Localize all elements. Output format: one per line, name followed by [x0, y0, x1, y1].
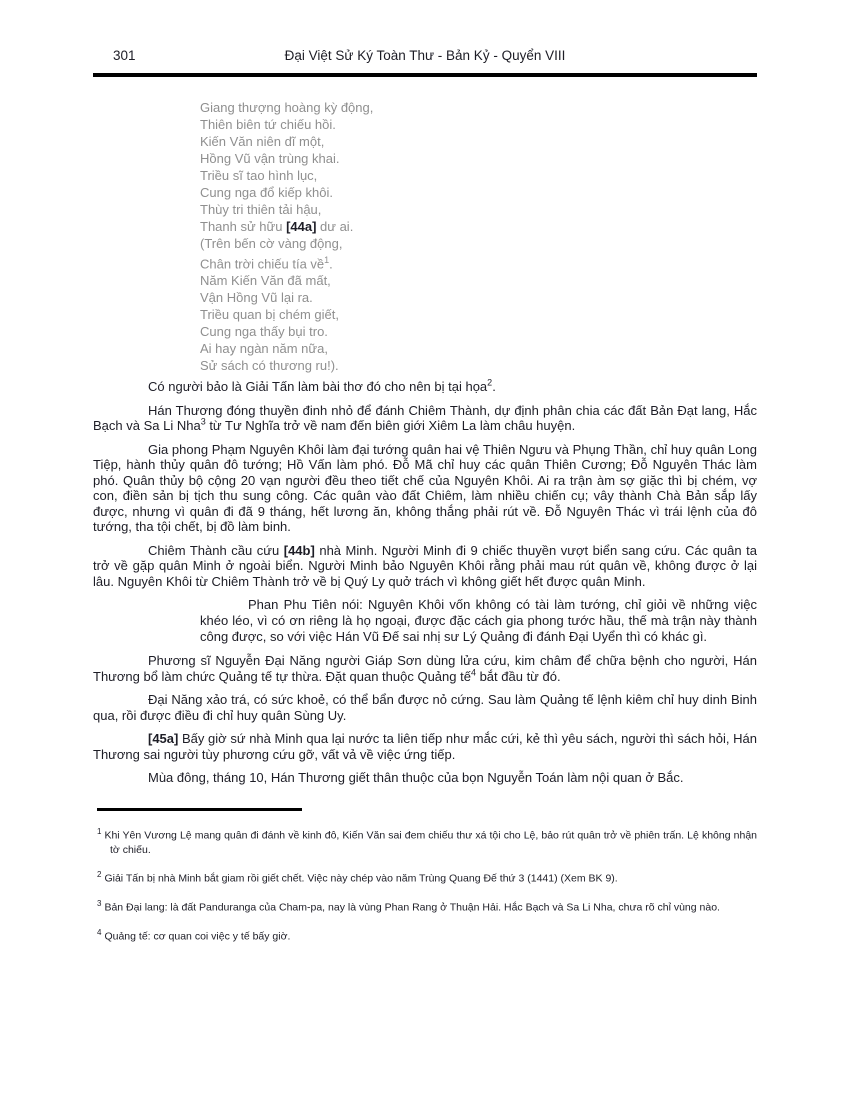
- text-run: Kiến Văn niên dĩ một,: [200, 134, 325, 149]
- footnote-ref: 3: [200, 417, 206, 427]
- text-run: Phan Phu Tiên nói: Nguyên Khôi vốn không có tài làm tướng, chỉ giỏi về những việc khéo léo, vì có ơn riêng là họ ngoại, được đặc cách gia phong tước hầu, thế mà trận này thành công được, so với việc Hán Vũ Đế sai nhị sư Lý Quảng đi đánh Đại Uyển thì có khác gì.: [200, 597, 757, 645]
- footnote-number: 1: [97, 826, 102, 836]
- footnote-text: Bản Đại lang: là đất Panduranga của Cham-pa, nay là vùng Phan Rang ở Thuận Hải. Hắc Bạch và Sa Li Nha, chưa rõ chỉ vùng nào.: [104, 901, 720, 914]
- text-run: (Trên bến cờ vàng động,: [200, 236, 343, 251]
- folio-marker: [44b]: [283, 542, 315, 558]
- footnote-separator-rule: [97, 808, 302, 811]
- folio-marker: [44a]: [286, 219, 317, 234]
- footnote-ref: 1: [324, 255, 330, 265]
- poem-line: [200, 133, 757, 150]
- footnote: [97, 897, 757, 915]
- poem-line: [200, 218, 757, 235]
- poem-line: [200, 116, 757, 133]
- poem-line: [200, 340, 757, 357]
- header-rule: [93, 73, 757, 77]
- poem-block: [200, 99, 757, 374]
- folio-marker: [45a]: [148, 731, 179, 747]
- page-header: [93, 48, 757, 65]
- text-run: Chân trời chiếu tía về: [200, 256, 325, 272]
- text-run: Phương sĩ Nguyễn Đại Năng người Giáp Sơn dùng lửa cứu, kim châm để chữa bệnh cho người, Hán Thương bổ làm chức Quảng tế tự thừa. Đặt quan thuộc Quảng tế: [93, 653, 757, 684]
- footnote-ref: 2: [487, 378, 493, 388]
- text-run: nhà Minh. Người Minh đi 9 chiếc thuyền vượt biển sang cứu. Các quân ta trở về gặp quân Minh ở ngoài biển. Người Minh bảo Nguyên Khôi rằng phải mau rút quân về, không được ở lại lâu. Nguyên Khôi từ Chiêm Thành trở về bị Quý Ly quở trách vì không giết hết được quân Minh.: [93, 542, 758, 589]
- page-number: 301: [113, 48, 136, 63]
- footnotes-block: [93, 825, 757, 945]
- poem-line: [200, 99, 757, 116]
- paragraph: [93, 379, 757, 395]
- text-run: .: [329, 256, 333, 272]
- poem-line: [200, 235, 757, 252]
- text-run: Thiên biên tứ chiếu hồi.: [200, 117, 336, 132]
- commentary-quote: [200, 597, 757, 645]
- text-run: Bấy giờ sứ nhà Minh qua lại nước ta liên tiếp như mắc cứi, kẻ thì yêu sách, người thì sách hỏi, Hán Thương sai người tùy phương cứu gỡ, vất vả về việc ứng tiếp.: [93, 731, 757, 762]
- text-run: Giang thượng hoàng kỳ động,: [200, 100, 374, 115]
- poem-line: [200, 289, 757, 306]
- poem-line: [200, 357, 757, 374]
- footnote-number: 4: [97, 928, 102, 938]
- text-run: Sử sách có thương ru!).: [200, 358, 339, 374]
- footnote-text: Quảng tế: cơ quan coi việc y tế bấy giờ.: [104, 930, 291, 943]
- footnote-number: 3: [97, 899, 102, 909]
- footnote-number: 2: [97, 870, 102, 880]
- running-title: Đại Việt Sử Ký Toàn Thư - Bản Kỷ - Quyển VIII: [284, 48, 566, 63]
- paragraph: [93, 692, 757, 723]
- paragraph: [93, 403, 757, 434]
- footnote-ref: 4: [470, 667, 476, 678]
- text-run: Hán Thương đóng thuyền đinh nhỏ để đánh Chiêm Thành, dự định phân chia các đất Bản Đạt lang, Hắc Bạch và Sa Li Nha: [93, 402, 757, 434]
- text-run: bắt đầu từ đó.: [475, 668, 561, 684]
- text-run: Gia phong Phạm Nguyên Khôi làm đại tướng quân hai vệ Thiên Ngưu và Phụng Thần, chỉ huy quân Long Tiệp, hành thủy quân đô tướng; Hồ Vấn làm phó. Đỗ Mã chỉ huy các quân Thiên Cương; Đỗ Nguyên Thác làm phó. Quân thủy bộ cộng 20 vạn người đều theo tiết chế của Nguyên Khôi. Ai ra trận àm sợ giặc thì bị chém, vợ con, điền sản bị tịch thu sung công. Các quân vào đất Chiêm, làm nhiều chiến cụ; vây thành Chà Bản sắp lấy được, nhưng vì quân đi đã 9 tháng, hết lương ăn, không thắng phải rút về. Đỗ Nguyên Thác vì trái lệnh của đô tướng, tha tội chết, bị đồ làm binh.: [93, 441, 757, 535]
- body-paragraphs: [93, 379, 757, 786]
- text-run: từ Tư Nghĩa trở về nam đến biên giới Xiêm La làm châu huyện.: [205, 418, 576, 434]
- paragraph: [93, 543, 757, 590]
- footnote: [97, 926, 757, 944]
- poem-line: [200, 184, 757, 201]
- text-run: Năm Kiến Văn đã mất,: [200, 273, 331, 289]
- text-run: Ai hay ngàn năm nữa,: [200, 341, 328, 357]
- poem-line: [200, 201, 757, 218]
- paragraph: [93, 731, 757, 762]
- text-run: Có người bảo là Giải Tấn làm bài thơ đó cho nên bị tại họa: [148, 379, 488, 395]
- text-run: Vận Hồng Vũ lại ra.: [200, 290, 313, 306]
- footnote: [97, 868, 757, 886]
- poem-line: [200, 167, 757, 184]
- text-run: .: [492, 379, 496, 395]
- poem-line: [200, 323, 757, 340]
- text-run: dư ai.: [316, 219, 354, 234]
- text-run: Triều quan bị chém giết,: [200, 307, 339, 323]
- paragraph: [93, 442, 757, 535]
- poem-line: [200, 252, 757, 272]
- text-run: Thanh sử hữu: [200, 219, 287, 234]
- text-run: Mùa đông, tháng 10, Hán Thương giết thân thuộc của bọn Nguyễn Toán làm nội quan ở Bắc.: [148, 770, 684, 786]
- paragraph: [93, 770, 757, 786]
- footnote-text: Khi Yên Vương Lệ mang quân đi đánh về kinh đô, Kiến Văn sai đem chiếu thư xá tội cho Lệ, bảo rút quân trở về phiên trấn. Lệ không nhận tờ chiếu.: [104, 829, 757, 856]
- text-run: Hồng Vũ vận trùng khai.: [200, 151, 340, 166]
- poem-line: [200, 272, 757, 289]
- footnote-text: Giải Tấn bị nhà Minh bắt giam rồi giết chết. Việc này chép vào năm Trùng Quang Đế thứ 3 (1441) (Xem BK 9).: [104, 872, 618, 885]
- text-run: Đại Năng xảo trá, có sức khoẻ, có thể bẩn được nỏ cứng. Sau làm Quảng tế lệnh kiêm chỉ huy dinh Binh qua, rồi được điều đi chỉ huy quân Sùng Uy.: [93, 692, 757, 723]
- footnote: [97, 825, 757, 858]
- text-run: Cung nga đổ kiếp khôi.: [200, 185, 333, 200]
- text-run: Chiêm Thành cầu cứu: [148, 542, 284, 558]
- text-run: Triều sĩ tao hình lục,: [200, 168, 318, 183]
- text-run: Cung nga thấy bụi tro.: [200, 324, 328, 340]
- paragraph: [93, 653, 757, 684]
- poem-line: [200, 306, 757, 323]
- poem-line: [200, 150, 757, 167]
- text-run: Thùy tri thiên tải hậu,: [200, 202, 322, 217]
